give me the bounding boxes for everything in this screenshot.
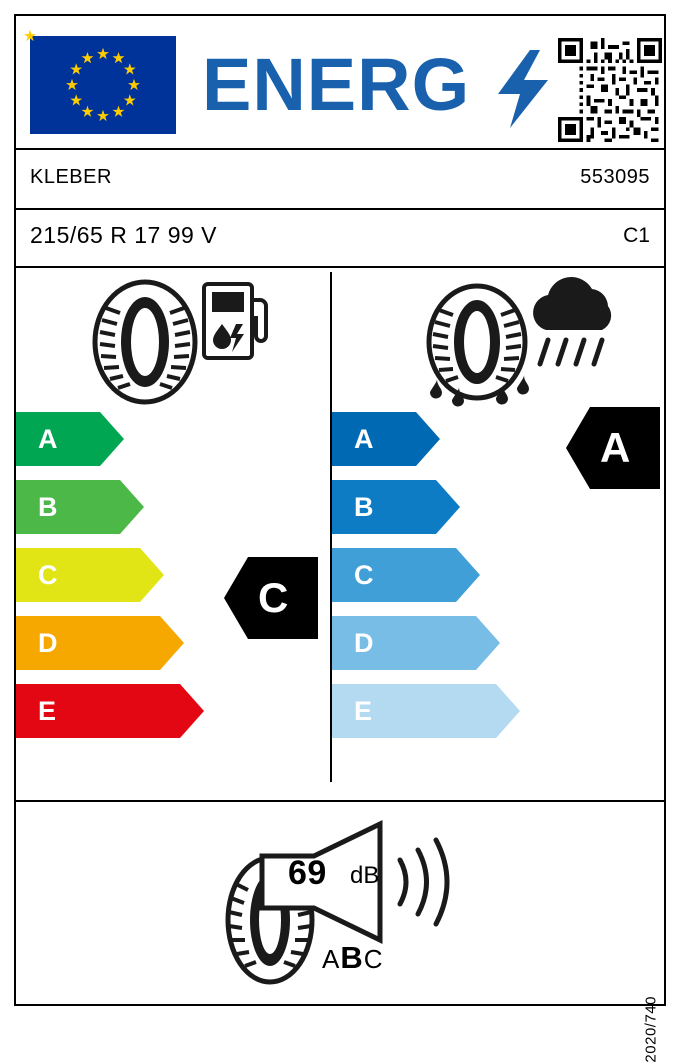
- noise-panel: [16, 802, 664, 1004]
- wet-grade-row: [332, 412, 520, 466]
- brand-row: [16, 150, 664, 210]
- fuel-grade-letter: C: [38, 560, 58, 590]
- energy-wordmark: ENERG: [202, 43, 471, 126]
- wet-grade-letter: D: [354, 628, 374, 658]
- fuel-grade-row: [16, 684, 204, 738]
- fuel-icon-row: [16, 272, 330, 412]
- size-row: [16, 210, 664, 268]
- wet-grade-row: [332, 480, 520, 534]
- wet-grade-letter: A: [354, 424, 374, 454]
- fuel-grade-row: [16, 548, 204, 602]
- grade-arrow: [332, 480, 460, 534]
- eu-stars: [30, 36, 176, 134]
- fuel-grade-row: [16, 616, 204, 670]
- wet-selected-marker: [566, 407, 660, 489]
- wet-selected-letter: A: [600, 424, 631, 471]
- noise-class-c: C: [363, 944, 384, 974]
- product-code: 553095: [580, 166, 650, 188]
- fuel-grade-letter: B: [38, 492, 58, 522]
- tyre-class: C1: [623, 224, 650, 247]
- grade-arrow: [332, 412, 440, 466]
- fuel-selected-marker: [224, 557, 318, 639]
- fuel-grade-letter: A: [38, 424, 58, 454]
- wet-grade-letter: E: [354, 696, 373, 726]
- wet-icon-row: [332, 272, 664, 412]
- tyre-icon: [90, 280, 200, 404]
- fuel-grade-letter: E: [38, 696, 57, 726]
- wet-grip-panel: [332, 272, 664, 782]
- divider-size: [16, 266, 664, 268]
- fuel-pump-icon: [198, 278, 270, 364]
- qr-code-icon: [558, 38, 662, 142]
- lightning-bolt-icon: [496, 50, 550, 128]
- noise-class-b: B: [340, 940, 364, 975]
- noise-class-scale: [322, 940, 384, 976]
- tyre-size: 215/65 R 17 99 V: [30, 222, 218, 248]
- fuel-grade-row: [16, 480, 204, 534]
- wet-grade-row: [332, 616, 520, 670]
- wet-grade-letter: B: [354, 492, 374, 522]
- noise-value: 69: [288, 854, 327, 892]
- date-code: 2020/740: [643, 996, 660, 1063]
- fuel-efficiency-panel: [16, 272, 330, 782]
- rain-cloud-icon: [518, 272, 630, 380]
- tyre-wet-icon: [422, 284, 532, 408]
- fuel-grade-row: [16, 412, 204, 466]
- noise-unit: dB: [350, 862, 380, 889]
- wet-grade-letter: C: [354, 560, 374, 590]
- fuel-selected-letter: C: [258, 574, 289, 621]
- brand-name: KLEBER: [30, 166, 112, 188]
- grade-arrow: [16, 412, 124, 466]
- wet-grade-scale: [332, 412, 520, 752]
- eu-flag-icon: [30, 36, 176, 134]
- label-header: [16, 16, 664, 146]
- grade-arrow: [16, 480, 144, 534]
- wet-grade-row: [332, 684, 520, 738]
- wet-grade-row: [332, 548, 520, 602]
- fuel-grade-scale: [16, 412, 204, 752]
- fuel-grade-letter: D: [38, 628, 58, 658]
- noise-class-a: A: [322, 944, 341, 974]
